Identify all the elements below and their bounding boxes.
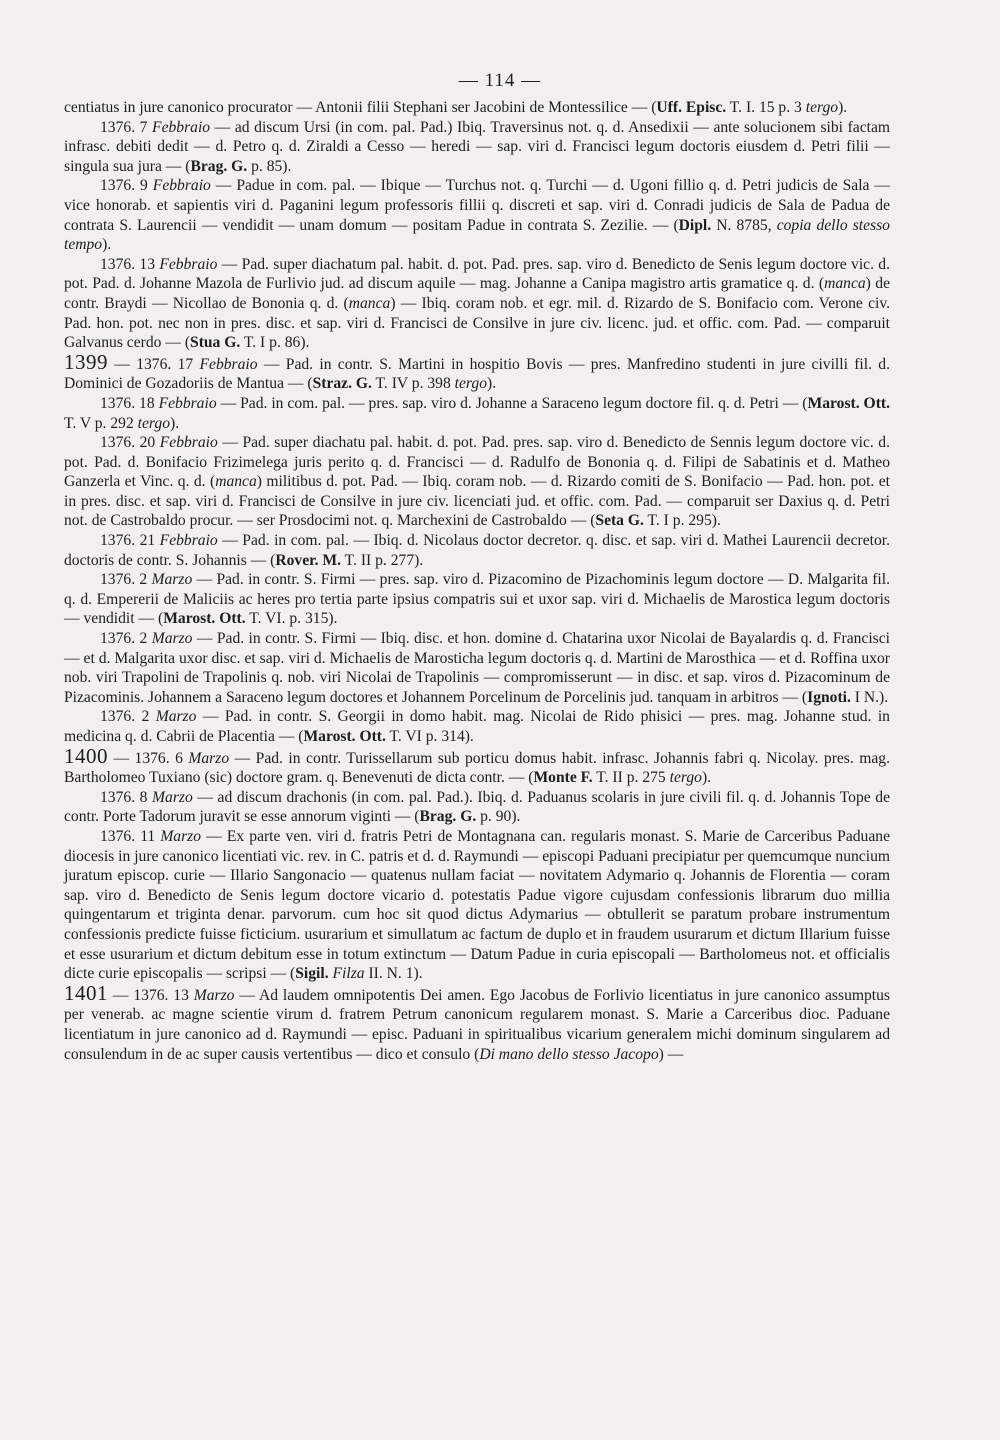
italic-text: Febbraio: [159, 532, 218, 550]
source-reference: Sigil.: [295, 965, 329, 983]
text-run: T. I p. 295).: [643, 512, 721, 530]
text-run: — ad discum drachonis (in com. pal. Pad.). Ibiq. d. Paduanus scolaris in jure civili fil. q. d. Johannis Tope de contr. Porte Tadorum juravit se esse annorum viginti — (: [64, 788, 890, 826]
text-run: 1376. 11: [100, 827, 161, 845]
text-run: 1376. 21: [100, 532, 160, 550]
italic-text: Febbraio: [158, 394, 217, 412]
text-run: — Ad laudem omnipotentis Dei amen. Ego Jacobus de Forlivio licentiatus in jure canonico assumptus per venerab. ac magne scientie virum d. fratrem Petrum canonicum regularem monast. S. Marie a Carceribus dioc. Paduane licentiatum in jure canonico ad d. Raymundi — episc. Paduani in spiritualibus vicarium generalem michi dominum singularem ad consulendum in de ac super causis vertentibus — dico et consulo (: [64, 986, 890, 1063]
text-run: 1376. 2: [100, 630, 152, 648]
italic-text: Marzo: [152, 788, 193, 806]
source-reference: Monte F.: [533, 769, 593, 787]
source-reference: Brag. G.: [419, 808, 477, 826]
document-entry: [64, 394, 890, 433]
text-run: T. VI. p. 315).: [245, 610, 338, 628]
document-number: 1399: [64, 349, 108, 374]
text-run: — Pad. in contr. Turissellarum sub porticu domus habit. infrasc. Johannis fabri q. Nicolay. pres. mag. Bartholomeo Tuxiano (sic) doctore gram. q. Benevenuti de dicta contr. — (: [64, 749, 890, 787]
text-run: — Pad. in contr. S. Firmi — Ibiq. disc. et hon. domine d. Chatarina uxor Nicolai de Bayalardis q. d. Francisci — et d. Malgarita uxor disc. et sap. viri d. Michaelis de Marosticha legum doctoris q. d. Martini de Marosthica — et d. Roffina uxor nob. viri Trapolini de Trapolinis q. nob. viri Nicolai de Trapolinis — compromisserunt — in disc. et sap. viros d. Pizacominum de Pizacominis. Johannem a Saraceno legum doctores et Johannem Porcelinum de Porcelinis jud. tanquam in arbitros — (: [64, 630, 890, 706]
italic-text: manca: [215, 473, 257, 491]
document-body: [64, 98, 890, 1064]
text-run: ) —: [658, 1045, 684, 1063]
italic-text: Febbraio: [199, 355, 258, 373]
source-reference: Ignoti.: [807, 688, 851, 706]
italic-text: tergo: [137, 414, 170, 432]
italic-text: Marzo: [151, 571, 193, 589]
source-reference: Marost. Ott.: [163, 610, 246, 628]
source-reference: Rover. M.: [275, 551, 342, 569]
italic-text: Marzo: [160, 827, 202, 845]
document-entry-numbered: [64, 980, 890, 1064]
source-reference: Marost. Ott.: [303, 728, 386, 745]
italic-text: manca: [348, 294, 391, 312]
text-run: T. I. 15 p. 3: [726, 99, 806, 116]
text-run: — 1376. 13: [108, 986, 194, 1004]
text-run: ) militibus d. pot. Pad. — Ibiq. coram nob. — d. Rizardo comiti de S. Bonifacio — Pad. hon. pot. et in pres. disc. et sap. viri d. Francisci de Consilve in jure civ. licenciati jud. et offic. com. Pad. — comparuit ser Daxius q. d. Petri not. de Castrobaldo procur. — ser Prosdocimi not. q. Marchexini de Castrobaldo — (: [64, 473, 890, 530]
document-entry: [64, 531, 890, 570]
text-run: I N.).: [850, 688, 889, 706]
text-run: N. 8785,: [711, 216, 777, 234]
text-run: T. VI p. 314).: [385, 728, 474, 745]
text-run: ).: [170, 414, 180, 432]
text-run: 1376. 2: [100, 571, 152, 589]
italic-text: Marzo: [188, 749, 230, 767]
text-run: — Padue in com. pal. — Ibique — Turchus not. q. Turchi — d. Ugoni fillio q. d. Petri judicis de Sala — vice honorab. et sapientis viri d. Paganini legum professoris fillii q. discreti et sap. viri d. Conradi judicis de Sala de Padua de contrata S. Laurencii — vendidit — unam domum — positam Padue in contrata S. Zezilie. — (: [64, 177, 890, 234]
text-run: — 1376. 6: [108, 749, 189, 767]
text-run: T. V p. 292: [64, 414, 138, 432]
text-run: p. 90).: [476, 808, 521, 826]
text-run: 1376. 9: [100, 177, 153, 195]
document-entry: [64, 255, 890, 353]
document-entry-numbered: [64, 349, 890, 394]
text-run: 1376. 13: [100, 255, 160, 273]
text-run: — Pad. super diachatu pal. habit. d. pot. Pad. pres. sap. viro d. Benedicto de Sennis legum doctore vic. d. pot. Pad. d. Bonifacio Frizimelega juris perito q. d. Francisci — d. Radulfo de Bononia q. d. Filipi de Sabatinis et d. Matheo Ganzerla et Vinc. q. d. (: [64, 434, 890, 491]
source-reference: Stua G.: [190, 334, 241, 352]
text-run: — ad discum Ursi (in com. pal. Pad.) Ibiq. Traversinus not. q. d. Ansedixii — ante solucionem sibi factam infrasc. debiti dedit — d. Petro q. d. Ziraldi a Cesso — heredi — sap. viri d. Francisci legum doctoris eiusdem d. Petri filii — singula sua jura — (: [64, 118, 890, 175]
text-run: — Pad. in contr. S. Georgii in domo habit. mag. Nicolai de Rido phisici — pres. mag. Johanne stud. in medicina q. d. Cabrii de Placentia — (: [64, 708, 890, 745]
text-run: 1376. 2: [100, 708, 156, 726]
italic-text: Marzo: [151, 630, 193, 648]
italic-text: Febbraio: [152, 177, 211, 195]
text-run: T. II p. 275: [592, 769, 670, 787]
text-run: ).: [701, 769, 712, 787]
text-run: p. 85).: [247, 157, 292, 175]
italic-text: Marzo: [193, 986, 235, 1004]
italic-text: copia dello stesso tempo: [64, 216, 890, 254]
italic-text: Di mano dello stesso Jacopo: [479, 1045, 659, 1063]
text-run: — 1376. 17: [108, 355, 200, 373]
source-reference: Straz. G.: [312, 375, 372, 393]
text-run: T. IV p. 398: [371, 375, 455, 393]
text-run: centiatus in jure canonico procurator — Antonii filii Stephani ser Jacobini de Montessilice — (: [64, 99, 657, 116]
document-entry: [64, 827, 890, 984]
document-entry: [64, 176, 890, 254]
italic-text: manca: [824, 275, 866, 293]
text-run: — Ex parte ven. viri d. fratris Petri de Montagnana can. regularis monast. S. Marie de Carceribus Paduane diocesis in jure canonico licentiati vic. rev. in C. patris et d. d. Raymundi — episcopi Paduani precipiatur per quemcumque nuncium juratum episcop. curie — Illario Sangonacio — quatenus nullam faciat — novitatem Adymario q. Johannis de Florentia — coram sap. viro d. Benedicto de Senis legum doctore vicario d. potestatis Padue vigore cujusdam confessionis librarum duo millia quingentarum et triginta denar. parvorum. cum hoc sit quod dictus Adymarius — obtullerit se paratum probare instrumentum confessionis predicte fuisse ficticium. usurarium et simullatum ac factum de duplo et in fraudem usurarum et dictum Illarium fuisse et esse usurarium et dictum debitum esse in totum extinctum — Datum Padue in curia episcopali — Bartholomeus not. et officialis dicte curie episcopalis — scripsi — (: [64, 827, 890, 983]
document-entry: [64, 118, 890, 177]
text-run: ).: [102, 236, 112, 254]
text-run: — Pad. in com. pal. — pres. sap. viro d. Johanne a Saraceno legum doctore fil. q. d. Petri — (: [216, 394, 808, 412]
text-run: 1376. 8: [100, 788, 153, 806]
text-run: ) — Ibiq. coram nob. et egr. mil. d. Rizardo de S. Bonifacio com. Verone civ. Pad. hon. pot. nec non in pres. disc. et sap. viri d. Francisci de Consilve in jure civ. licenc. jud. et offic. com. Pad. — comparuit Galvanus cerdo — (: [64, 294, 890, 352]
text-run: T. II p. 277).: [341, 551, 424, 569]
text-run: — Pad. in contr. S. Firmi — pres. sap. viro d. Pizacomino de Pizachominis legum doctore — D. Malgarita fil. q. d. Empererii de Maliciis ac heres pro tertia parte ipsius compatris sui et uxor sap. viri d. Michaelis de Marostica legum doctoris — vendidit — (: [64, 571, 890, 628]
italic-text: Febbraio: [159, 434, 218, 452]
source-reference: Marost. Ott.: [807, 394, 890, 412]
text-run: T. I p. 86).: [240, 334, 310, 352]
source-reference: Uff. Episc.: [656, 99, 727, 116]
document-entry: [64, 433, 890, 531]
source-reference: Seta G.: [595, 512, 644, 530]
text-run: 1376. 7: [100, 118, 153, 136]
document-entry: [64, 707, 890, 746]
text-run: — Pad. super diachatum pal. habit. d. pot. Pad. pres. sap. viro d. Benedicto de Senis legum doctore vic. d. pot. Pad. d. Johanne Mazola de Furlivio jud. ad discum aquile — mag. Johanne a Canipa magistro artis gramatice q. d. (: [64, 255, 890, 293]
document-entry: [64, 788, 890, 827]
italic-text: tergo: [454, 375, 488, 393]
text-run: — Pad. in com. pal. — Ibiq. d. Nicolaus doctor decretor. q. disc. et sap. viri d. Mathei Laurencii decretor. doctoris de contr. S. Johannis — (: [64, 532, 890, 569]
document-entry: [64, 98, 890, 118]
page-number: — 114 —: [458, 70, 542, 91]
italic-text: Filza: [332, 965, 365, 983]
document-number: 1400: [64, 743, 108, 768]
italic-text: Marzo: [155, 708, 197, 726]
document-number: 1401: [64, 980, 108, 1005]
text-run: — Pad. in contr. S. Martini in hospitio Bovis — pres. Manfredino studenti in jure civilli fil. d. Dominici de Gozadoriis de Mantua — (: [64, 355, 890, 393]
italic-text: Febbraio: [159, 255, 218, 273]
document-entry: [64, 629, 890, 707]
source-reference: Dipl.: [678, 216, 712, 234]
text-run: II. N. 1).: [364, 965, 423, 983]
document-entry-numbered: [64, 743, 890, 788]
text-run: ).: [487, 375, 497, 393]
italic-text: tergo: [805, 99, 839, 116]
text-run: ) de contr. Braydi — Nicollao de Bononia q. d. (: [64, 275, 890, 312]
text-run: 1376. 20: [100, 434, 160, 452]
source-reference: Brag. G.: [190, 157, 248, 175]
document-entry: [64, 570, 890, 629]
italic-text: Febbraio: [152, 118, 211, 136]
text-run: ).: [838, 99, 848, 116]
italic-text: tergo: [669, 769, 702, 787]
text-run: 1376. 18: [100, 394, 159, 412]
